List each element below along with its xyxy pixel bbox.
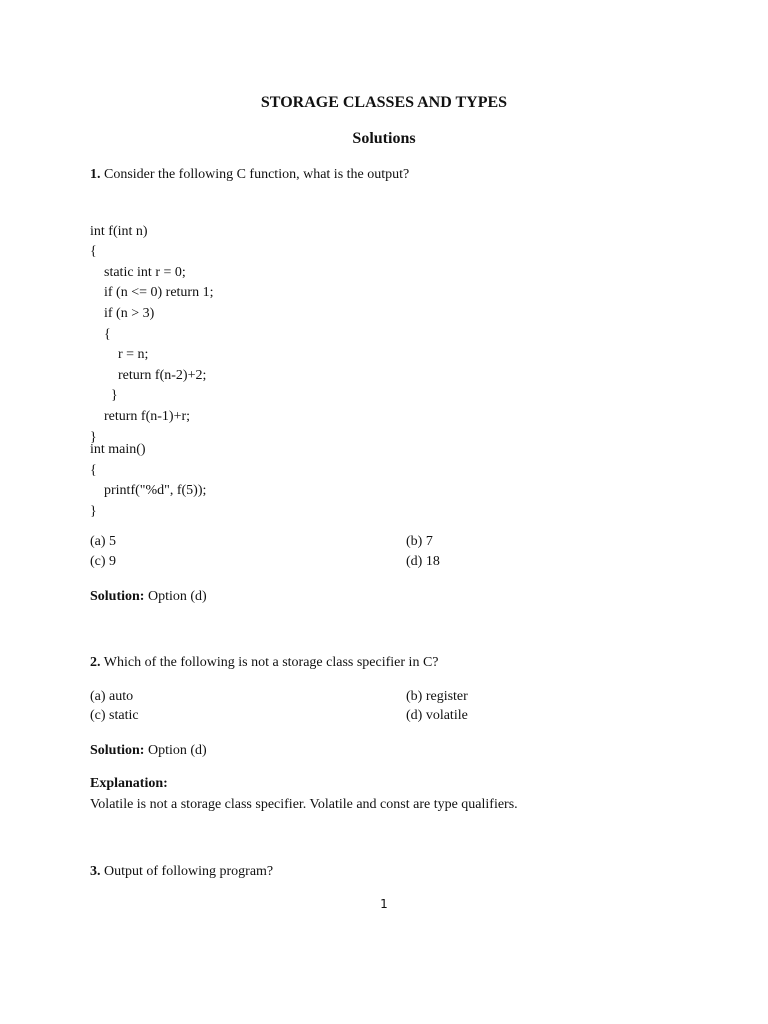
code-line: return f(n-2)+2; [90, 367, 207, 383]
solution-value: Option (d) [144, 589, 207, 604]
document-title: STORAGE CLASSES AND TYPES [260, 94, 508, 111]
code-line: { [90, 326, 111, 342]
code-block-main [90, 440, 206, 522]
document-subtitle: Solutions [352, 130, 416, 147]
solution-1 [90, 588, 207, 606]
code-line: return f(n-1)+r; [90, 408, 191, 424]
code-line: r = n; [90, 347, 149, 363]
solution-2 [90, 742, 207, 760]
question-number: 3. [90, 864, 101, 879]
question-number: 2. [90, 655, 101, 670]
code-line: if (n > 3) [90, 305, 155, 321]
question-text: Output of following program? [100, 864, 274, 879]
code-line: printf("%d", f(5)); [90, 483, 207, 499]
question-text: Consider the following C function, what is the output? [100, 167, 410, 182]
option-c: (c) static [90, 708, 139, 723]
question-2 [90, 654, 439, 672]
code-block-function-f [90, 201, 213, 448]
option-b: (b) register [406, 689, 468, 704]
question-text: Which of the following is not a storage class specifier in C? [100, 655, 439, 670]
code-line: int main() [90, 442, 146, 457]
code-line: } [90, 388, 118, 404]
question-1 [90, 166, 409, 184]
option-d: (d) 18 [406, 554, 440, 569]
option-c: (c) 9 [90, 554, 117, 569]
option-d: (d) volatile [406, 708, 468, 723]
code-line: { [90, 244, 97, 260]
option-b: (b) 7 [406, 534, 433, 549]
code-line: int f(int n) [90, 223, 148, 239]
code-line: { [90, 462, 97, 478]
explanation-text: Volatile is not a storage class specifier. Volatile and const are type qualifiers. [90, 797, 518, 812]
solution-label: Solution: [90, 743, 145, 758]
page-number: 1 [380, 897, 388, 911]
question-number: 1. [90, 167, 101, 182]
code-line: if (n <= 0) return 1; [90, 285, 214, 301]
solution-value: Option (d) [144, 743, 207, 758]
code-line: } [90, 503, 97, 519]
option-a: (a) auto [90, 689, 134, 704]
option-a: (a) 5 [90, 534, 117, 549]
solution-label: Solution: [90, 589, 145, 604]
code-line: } [90, 429, 97, 445]
code-line: static int r = 0; [90, 264, 186, 280]
explanation-label: Explanation: [90, 776, 168, 791]
question-3 [90, 863, 273, 881]
